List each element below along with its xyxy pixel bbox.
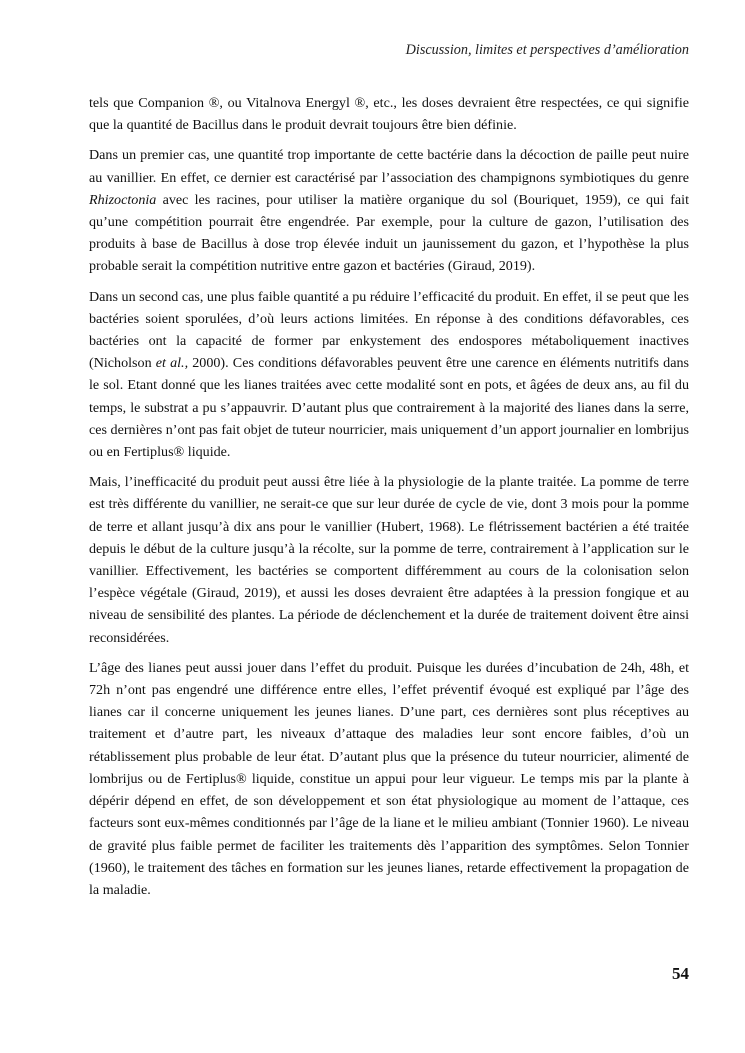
paragraph-3-part-1: Dans un second cas, une plus faible quantité a pu réduire l’efficacité du produit. En effet, il se peut que les bactéries soient sporulées, d’où leurs actions limitées. En réponse à des conditions défavorables, ces bactéries ont la capacité de former par enkystement des endospores métaboliquement inactives (Nicholson [89, 288, 689, 372]
paragraph-1: tels que Companion ®, ou Vitalnova Energyl ®, etc., les doses devraient être respectées, ce qui signifie que la quantité de Bacillus dans le produit devrait toujours être bien définie. [89, 95, 689, 134]
body-text [89, 92, 689, 909]
paragraph-3 [89, 286, 689, 464]
running-header: Discussion, limites et perspectives d’amélioration [405, 42, 689, 58]
paragraph-2 [89, 144, 689, 277]
citation-et-al: et al., [155, 355, 189, 372]
paragraph-2-part-1: Dans un premier cas, une quantité trop importante de cette bactérie dans la décoction de paille peut nuire au vanillier. En effet, ce dernier est caractérisé par l’association des champignons symbiotiques du genre [89, 147, 689, 186]
paragraph-2-part-2: avec les racines, pour utiliser la matière organique du sol (Bouriquet, 1959), ce qui fait qu’une compétition pourrait être engendrée. Par exemple, pour la culture de gazon, l’utilisation des produits à base de Bacillus à dose trop élevée induit un jaunissement du gazon, et l’hypothèse la plus probable serait la compétition nutritive entre gazon et bactéries (Giraud, 2019). [89, 191, 689, 275]
paragraph-5: L’âge des lianes peut aussi jouer dans l’effet du produit. Puisque les durées d’incubation de 24h, 48h, et 72h n’ont pas engendré une différence entre elles, l’effet préventif évoqué est expliqué par l’âge des lianes car il concerne uniquement les jeunes lianes. D’une part, ces dernières sont plus réceptives au traitement et d’autre part, les niveaux d’attaque des maladies leur sont encore faibles, d’où un rétablissement plus probable de leur état. D’autant plus que la présence du tuteur nourricier, alimenté de lombrijus ou de Fertiplus® liquide, constitue un appui pour leur vigueur. Le temps mis par la plante à dépérir dépend en effet, de son développement et son état physiologique au moment de l’attaque, ces facteurs sont eux-mêmes conditionnés par l’âge de la liane et le milieu ambiant (Tonnier 1960). Le niveau de gravité plus faible permet de faciliter les traitements dès l’apparition des symptômes. Selon Tonnier (1960), le traitement des tâches en formation sur les jeunes lianes, retarde effectivement la propagation de la maladie. [89, 659, 689, 898]
page-number: 54 [672, 964, 689, 983]
paragraph-3-part-2: 2000). Ces conditions défavorables peuvent être une carence en éléments nutritifs dans le sol. Etant donné que les lianes traitées avec cette modalité sont en pots, et âgées de deux ans, au fil du temps, le substrat a pu s’appauvrir. D’autant plus que contrairement à la majorité des lianes dans la serre, ces dernières n’ont pas fait objet de tuteur nourricier, mais uniquement d’un apport journalier en lombrijus ou en Fertiplus® liquide. [89, 355, 689, 461]
paragraph-4: Mais, l’inefficacité du produit peut aussi être liée à la physiologie de la plante traitée. La pomme de terre est très différente du vanillier, ne serait-ce que sur leur durée de cycle de vie, dont 3 mois pour la pomme de terre et allant jusqu’à dix ans pour le vanillier (Hubert, 1968). Le flétrissement bactérien a été traitée depuis le début de la culture jusqu’à la récolte, sur la pomme de terre, contrairement à l’application sur le vanillier. Effectivement, les bactéries se comportent différemment au cours de la colonisation selon l’espèce végétale (Giraud, 2019), et aussi les doses devraient être adaptées à la pression fongique et au niveau de sensibilité des plantes. La période de déclenchement et la durée de traitement doivent être ainsi reconsidérées. [89, 474, 689, 646]
genus-name-rhizoctonia: Rhizoctonia [89, 191, 157, 208]
